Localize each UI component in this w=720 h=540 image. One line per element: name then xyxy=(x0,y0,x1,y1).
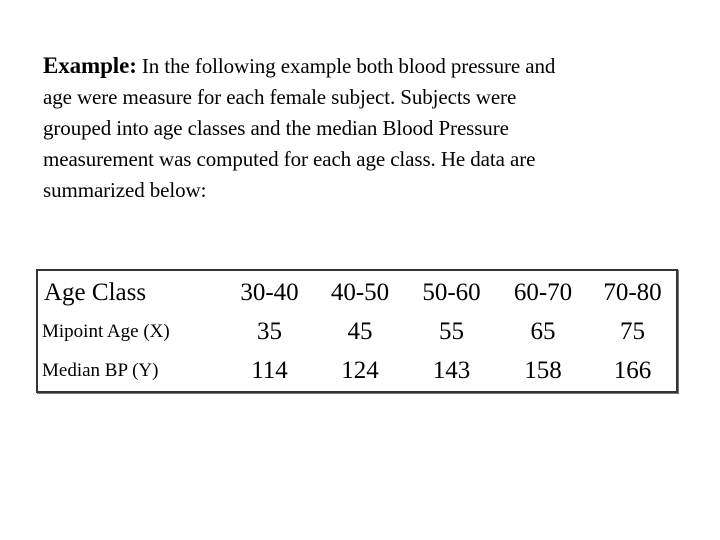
table-cell: 166 xyxy=(613,357,652,384)
row-label-median-bp: Median BP (Y) xyxy=(42,360,159,381)
age-bp-table xyxy=(36,269,678,393)
table-cell: 55 xyxy=(439,318,464,345)
intro-line-3: grouped into age classes and the median Blood Pressure xyxy=(43,116,509,140)
intro-lead: Example: xyxy=(43,53,137,78)
table-cell: 65 xyxy=(530,318,556,345)
table-cell: 75 xyxy=(620,318,645,345)
table-header-cell: 30-40 xyxy=(240,279,299,306)
intro-line-5: summarized below: xyxy=(43,178,207,202)
table-header-cell: 40-50 xyxy=(330,279,390,306)
intro-line-2: age were measure for each female subject. Subjects were xyxy=(43,85,517,109)
table-header-cell: 70-80 xyxy=(603,279,662,306)
row-label-midpoint-age: Mipoint Age (X) xyxy=(42,321,170,342)
table-header-cell: 60-70 xyxy=(513,279,573,306)
intro-line-1 xyxy=(43,50,683,82)
table-cell: 158 xyxy=(524,357,562,384)
table-header-label: Age Class xyxy=(44,279,147,306)
table-cell: 35 xyxy=(257,318,282,345)
intro-line-1-text: In the following example both blood pressure and xyxy=(136,54,556,78)
intro-paragraph xyxy=(43,50,683,206)
table-cell: 114 xyxy=(251,357,288,384)
table-cell: 143 xyxy=(432,357,471,384)
table-cell: 124 xyxy=(341,357,379,384)
intro-line-4: measurement was computed for each age class. He data are xyxy=(43,147,536,171)
table-header-cell: 50-60 xyxy=(422,279,481,306)
table-cell: 45 xyxy=(347,318,373,345)
